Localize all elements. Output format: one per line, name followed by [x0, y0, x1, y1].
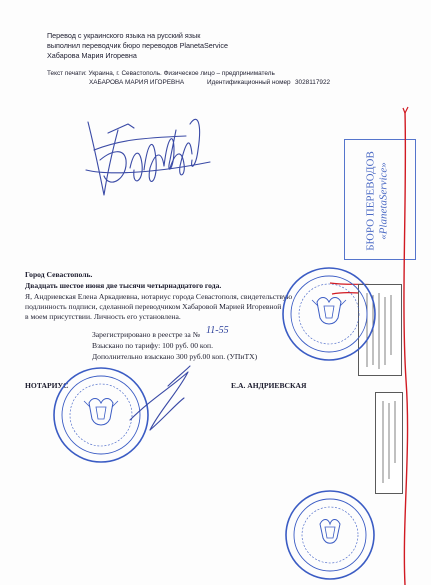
registry-additional: Дополнительно взыскано 300 руб.00 коп. (УПиТХ) — [92, 352, 258, 361]
notary-statement-line-1: Я, Андриевская Елена Аркадиевна, нотариус города Севастополя, свидетельствую — [25, 292, 293, 301]
registry-label: Зарегистрировано в реестре за № — [92, 330, 200, 339]
translation-header-line-1: Перевод с украинского языка на русский язык — [47, 31, 201, 40]
translation-header-line-2: выполнил переводчик бюро переводов PlanetaService — [47, 41, 228, 50]
notary-title: НОТАРИУС — [25, 381, 69, 390]
seal-text-line-1: Текст печати: Украина, г. Севастополь. Физическое лицо – предприниматель — [47, 70, 275, 77]
notary-city: Город Севастополь. — [25, 270, 93, 279]
notary-statement-line-3: в моем присутствии. Личность его установлена. — [25, 312, 181, 321]
seal-text-id-number: 3028117922 — [295, 79, 331, 86]
seal-text-id-label: Идентификационный номер — [207, 79, 291, 86]
seal-text-line-2: ХАБАРОВА МАРИЯ ИГОРЕВНА — [89, 79, 185, 86]
bureau-stamp-line-2: «PlanetaService» — [377, 162, 390, 240]
registry-tariff: Взыскано по тарифу: 100 руб. 00 коп. — [92, 341, 213, 350]
notary-statement-line-2: подлинность подписи, сделанной переводчиком Хабаровой Марией Игоревной — [25, 302, 282, 311]
notary-date: Двадцать шестое июня две тысячи четырнадцатого года. — [25, 281, 222, 290]
bureau-stamp-line-1: БЮРО ПЕРЕВОДОВ — [364, 151, 377, 251]
notary-name: Е.А. АНДРИЕВСКАЯ — [231, 381, 307, 390]
translation-header-line-3: Хабарова Мария Игоревна — [47, 51, 137, 60]
registry-number: 11-55 — [206, 325, 229, 336]
